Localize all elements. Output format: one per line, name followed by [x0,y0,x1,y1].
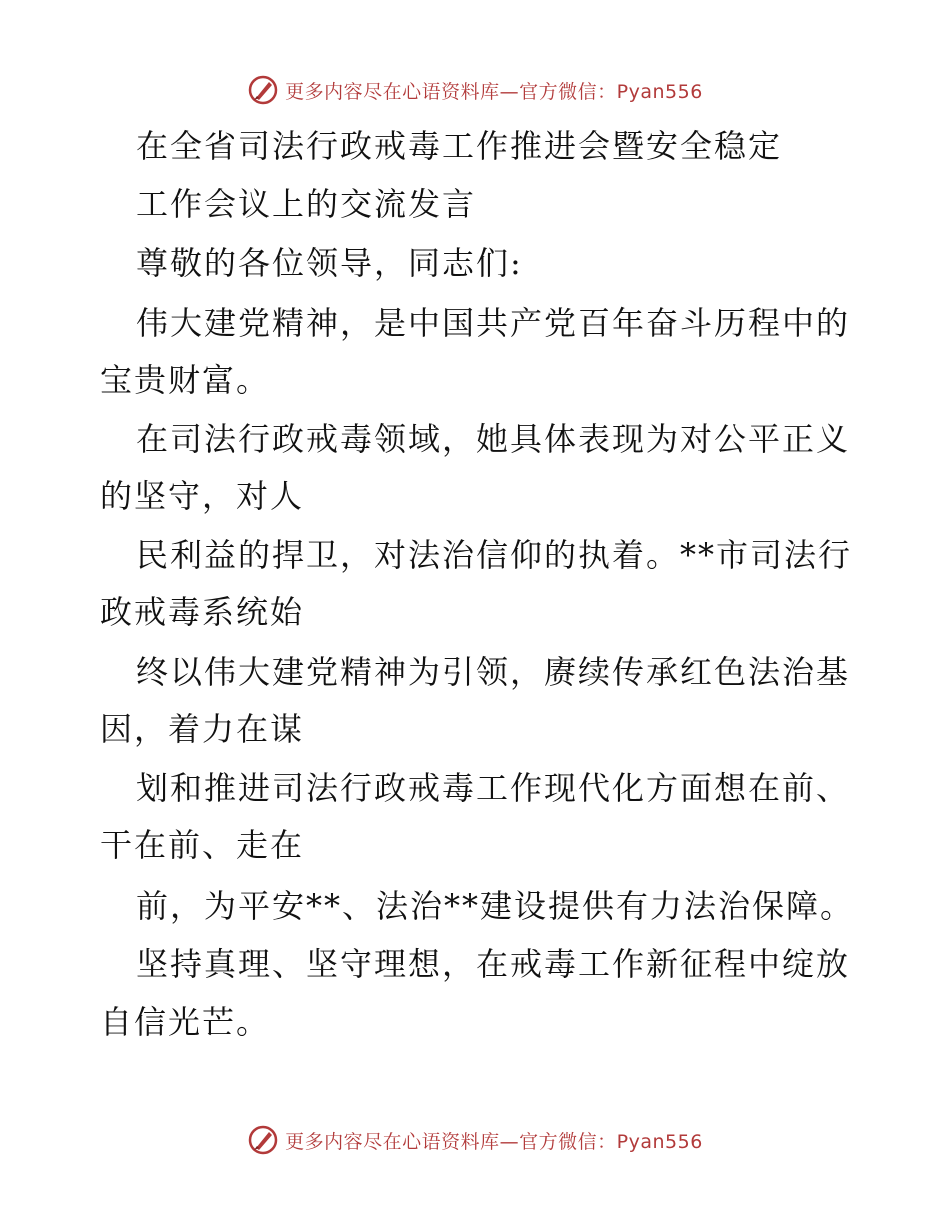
paragraph-line: 宝贵财富。 [100,361,271,399]
paragraph-line: 自信光芒。 [100,1003,271,1041]
quill-pen-logo-icon [247,74,279,106]
title-line-1: 在全省司法行政戒毒工作推进会暨安全稳定 [136,127,783,165]
paragraph-line: 在司法行政戒毒领域，她具体表现为对公平正义 [136,420,851,458]
quill-pen-logo-icon [247,1124,279,1156]
salutation: 尊敬的各位领导，同志们: [136,244,523,282]
paragraph-line: 的坚守，对人 [100,477,305,515]
paragraph-line: 政戒毒系统始 [100,593,305,631]
banner-text: 更多内容尽在心语资料库—官方微信：Pyan556 [285,1130,703,1153]
paragraph-line: 伟大建党精神，是中国共产党百年奋斗历程中的 [136,304,851,342]
paragraph-line: 民利益的捍卫，对法治信仰的执着。**市司法行 [136,536,853,574]
paragraph-line: 因，着力在谋 [100,710,305,748]
paragraph-line: 终以伟大建党精神为引领，赓续传承红色法治基 [136,653,851,691]
footer-banner [0,1120,950,1160]
paragraph-line: 坚持真理、坚守理想，在戒毒工作新征程中绽放 [136,945,851,983]
title-line-2: 工作会议上的交流发言 [136,185,477,223]
paragraph-line: 干在前、走在 [100,826,305,864]
paragraph-line: 前，为平安**、法治**建设提供有力法治保障。 [136,887,855,925]
header-banner [0,70,950,110]
paragraph-line: 划和推进司法行政戒毒工作现代化方面想在前、 [136,769,851,807]
banner-text: 更多内容尽在心语资料库—官方微信：Pyan556 [285,80,703,103]
